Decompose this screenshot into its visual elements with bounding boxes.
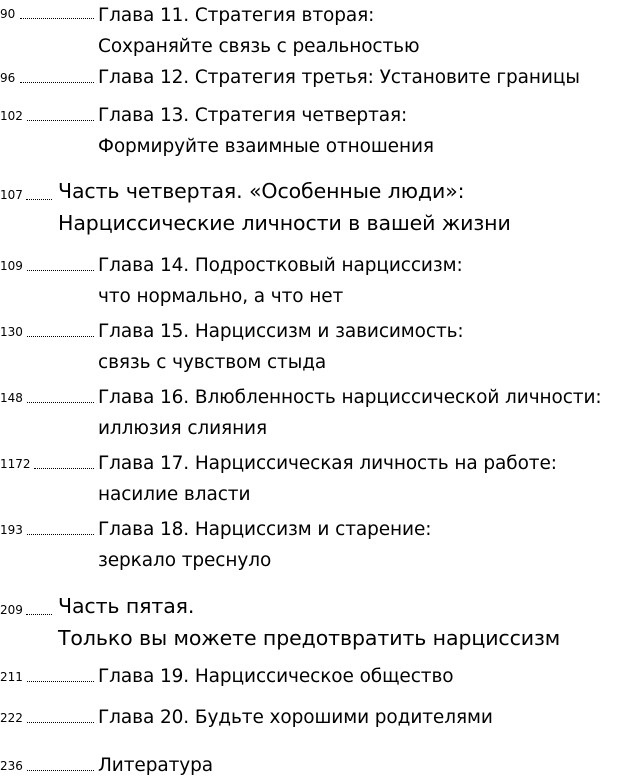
title-line: Глава 15. Нарциссизм и зависимость: <box>98 321 464 342</box>
title-line: что нормально, а что нет <box>98 286 344 307</box>
entry-title <box>98 382 602 444</box>
dot-leader <box>27 770 94 771</box>
dot-leader <box>34 468 94 469</box>
page-number: 211 <box>0 670 23 684</box>
title-line: Глава 12. Стратегия третья: Установите границы <box>98 67 580 88</box>
entry-title <box>98 514 431 576</box>
dot-leader <box>27 336 94 337</box>
entry-title <box>98 100 434 162</box>
title-line: Формируйте взаимные отношения <box>98 136 434 157</box>
page-number: 148 <box>0 391 23 405</box>
title-line: иллюзия слияния <box>98 418 268 439</box>
title-line: Глава 14. Подростковый нарциссизм: <box>98 255 463 276</box>
page-number: 109 <box>0 259 23 273</box>
title-line: Часть четвертая. «Особенные люди»: <box>58 179 465 203</box>
page-number: 96 <box>0 71 16 85</box>
title-line: Нарциссические личности в вашей жизни <box>58 211 511 235</box>
dot-leader <box>27 534 94 535</box>
dot-leader <box>26 199 52 200</box>
dot-leader <box>26 614 52 615</box>
page-number: 130 <box>0 325 23 339</box>
title-line: Глава 11. Стратегия вторая: <box>98 5 375 26</box>
dot-leader <box>20 18 94 19</box>
dot-leader <box>27 681 94 682</box>
page-number: 193 <box>0 523 23 537</box>
title-line: Глава 19. Нарциссическое общество <box>98 666 454 687</box>
entry-title <box>98 250 463 312</box>
dot-leader <box>27 270 94 271</box>
title-line: зеркало треснуло <box>98 550 272 571</box>
entry-title <box>98 661 453 692</box>
title-line: Глава 13. Стратегия четвертая: <box>98 105 408 126</box>
dot-leader <box>20 82 94 83</box>
dot-leader <box>27 402 94 403</box>
entry-title <box>98 62 580 93</box>
title-line: связь с чувством стыда <box>98 352 327 373</box>
page-number: 90 <box>0 7 16 21</box>
entry-title <box>98 0 419 62</box>
dot-leader <box>27 120 94 121</box>
title-line: Глава 18. Нарциссизм и старение: <box>98 519 432 540</box>
page-number: 107 <box>0 188 23 202</box>
entry-title <box>98 448 557 510</box>
entry-title <box>58 590 560 654</box>
entry-title <box>98 750 213 781</box>
title-line: насилие власти <box>98 484 251 505</box>
title-line: Глава 17. Нарциссическая личность на работе: <box>98 453 557 474</box>
entry-title <box>58 175 511 239</box>
title-line: Сохраняйте связь с реальностью <box>98 36 420 57</box>
dot-leader <box>27 722 94 723</box>
title-line: Глава 16. Влюбленность нарциссической личности: <box>98 387 602 408</box>
entry-title <box>98 316 464 378</box>
page-number: 236 <box>0 759 23 773</box>
title-line: Глава 20. Будьте хорошими родителями <box>98 707 493 728</box>
title-line: Только вы можете предотвратить нарциссизм <box>58 626 561 650</box>
page-number: 209 <box>0 603 23 617</box>
page-number: 1172 <box>0 457 31 471</box>
page-number: 102 <box>0 109 23 123</box>
title-line: Литература <box>98 755 213 776</box>
page-number: 222 <box>0 711 23 725</box>
title-line: Часть пятая. <box>58 594 195 618</box>
entry-title <box>98 702 493 733</box>
